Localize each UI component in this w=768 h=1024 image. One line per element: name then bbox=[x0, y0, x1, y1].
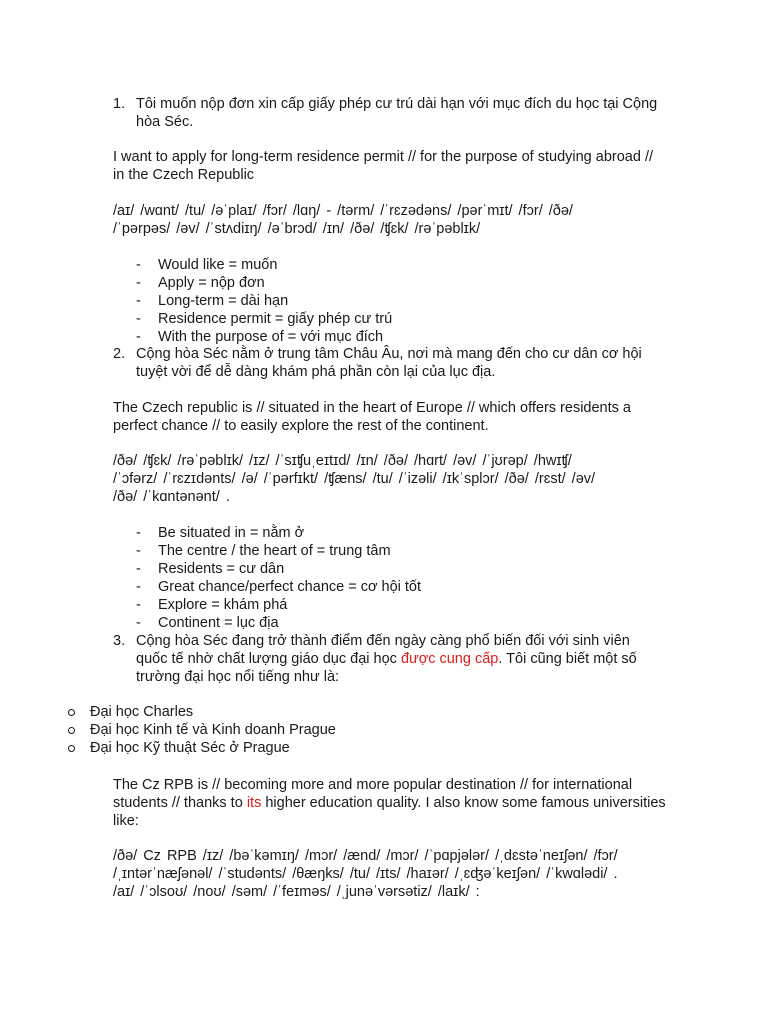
ipa-transcription bbox=[113, 452, 673, 506]
university-list bbox=[68, 703, 336, 757]
vocab-list bbox=[136, 256, 392, 346]
en-sentence bbox=[113, 776, 693, 830]
vi-sentence bbox=[136, 345, 696, 381]
text-line: perfect chance // to easily explore the rest of the continent. bbox=[113, 418, 489, 434]
list-item: - Would like = muốn bbox=[136, 257, 278, 273]
list-item: - The centre / the heart of = trung tâm bbox=[136, 543, 391, 559]
list-item: Đại học Kinh tế và Kinh doanh Prague bbox=[68, 721, 336, 739]
list-item: - With the purpose of = với mục đích bbox=[136, 329, 384, 345]
text-line: hòa Séc. bbox=[136, 114, 194, 130]
list-item: Đại học Kỹ thuật Séc ở Prague bbox=[68, 739, 336, 757]
text-line: like: bbox=[113, 813, 139, 829]
en-sentence bbox=[113, 148, 693, 184]
list-item: - Great chance/perfect chance = cơ hội tốt bbox=[136, 579, 422, 595]
text-line: /ˈpərpəs/ /əv/ /ˈstʌdiɪŋ/ /əˈbrɔd/ /ɪn/ /ðə/ /ʧɛk/ /rəˈpəblɪk/ bbox=[113, 221, 481, 237]
highlighted-text: được cung cấp bbox=[400, 651, 499, 667]
text-line: tuyệt vời để dễ dàng khám phá phần còn lại của lục địa. bbox=[136, 364, 496, 380]
vi-sentence bbox=[136, 95, 696, 131]
text-line: /ˌɪntərˈnæʃənəl/ /ˈstudənts/ /θæŋks/ /tu/ /ɪts/ /haɪər/ /ˌɛʤəˈkeɪʃən/ /ˈkwɑlədi/ . bbox=[113, 866, 618, 882]
text-line: Tôi muốn nộp đơn xin cấp giấy phép cư trú dài hạn với mục đích du học tại Cộng bbox=[136, 96, 658, 112]
ipa-transcription bbox=[113, 847, 673, 901]
ipa-transcription bbox=[113, 202, 673, 238]
highlighted-text: its bbox=[246, 795, 262, 811]
text-line: I want to apply for long-term residence permit // for the purpose of studying abroad // bbox=[113, 149, 654, 165]
text-line: Cộng hòa Séc đang trở thành điểm đến ngày càng phổ biến đối với sinh viên bbox=[136, 633, 630, 649]
list-item: - Explore = khám phá bbox=[136, 597, 288, 613]
text-line: trường đại học nổi tiếng như là: bbox=[136, 669, 340, 685]
en-sentence bbox=[113, 399, 693, 435]
circle-bullet-icon bbox=[68, 709, 75, 716]
vocab-list bbox=[136, 524, 421, 632]
text-line: /ˈɔfərz/ /ˈrɛzɪdənts/ /ə/ /ˈpərfɪkt/ /ʧæns/ /tu/ /ˈizəli/ /ɪkˈsplɔr/ /ðə/ /rɛst/ /əv/ bbox=[113, 471, 596, 487]
circle-bullet-icon bbox=[68, 727, 75, 734]
list-item: - Apply = nộp đơn bbox=[136, 275, 265, 291]
item-number: 2. bbox=[113, 346, 126, 362]
text-line: /aɪ/ /wɑnt/ /tu/ /əˈplaɪ/ /fɔr/ /lɑŋ/ - /tərm/ /ˈrɛzədəns/ /pərˈmɪt/ /fɔr/ /ðə/ bbox=[113, 203, 573, 219]
list-item: - Residence permit = giấy phép cư trú bbox=[136, 311, 393, 327]
list-item: - Be situated in = nằm ở bbox=[136, 525, 305, 541]
list-item: - Long-term = dài hạn bbox=[136, 293, 289, 309]
text-line: Cộng hòa Séc nằm ở trung tâm Châu Âu, nơi mà mang đến cho cư dân cơ hội bbox=[136, 346, 642, 362]
list-item: - Residents = cư dân bbox=[136, 561, 285, 577]
text-line: The Cz RPB is // becoming more and more popular destination // for international bbox=[113, 777, 633, 793]
text-line: quốc tế nhờ chất lượng giáo dục đại học được cung cấp. Tôi cũng biết một số bbox=[136, 651, 637, 667]
text-line: The Czech republic is // situated in the heart of Europe // which offers residents a bbox=[113, 400, 631, 416]
text-line: students // thanks to its higher education quality. I also know some famous universities bbox=[113, 795, 666, 811]
list-item: Đại học Charles bbox=[68, 703, 336, 721]
text-line: in the Czech Republic bbox=[113, 167, 255, 183]
text-line: /aɪ/ /ˈɔlsoʊ/ /noʊ/ /səm/ /ˈfeɪməs/ /ˌjunəˈvərsətiz/ /laɪk/ : bbox=[113, 884, 480, 900]
circle-bullet-icon bbox=[68, 745, 75, 752]
text-line: /ðə/ /ʧɛk/ /rəˈpəblɪk/ /ɪz/ /ˈsɪʧuˌeɪtɪd/ /ɪn/ /ðə/ /hɑrt/ /əv/ /ˈjʊrəp/ /hwɪʧ/ bbox=[113, 453, 572, 469]
text-line: /ðə/ Cz RPB /ɪz/ /bəˈkəmɪŋ/ /mɔr/ /ænd/ /mɔr/ /ˈpɑpjələr/ /ˌdɛstəˈneɪʃən/ /fɔr/ bbox=[113, 848, 618, 864]
vi-sentence bbox=[136, 632, 696, 686]
item-number: 1. bbox=[113, 96, 126, 112]
text-line: /ðə/ /ˈkɑntənənt/ . bbox=[113, 489, 230, 505]
list-item: - Continent = lục địa bbox=[136, 615, 279, 631]
item-number: 3. bbox=[113, 633, 126, 649]
